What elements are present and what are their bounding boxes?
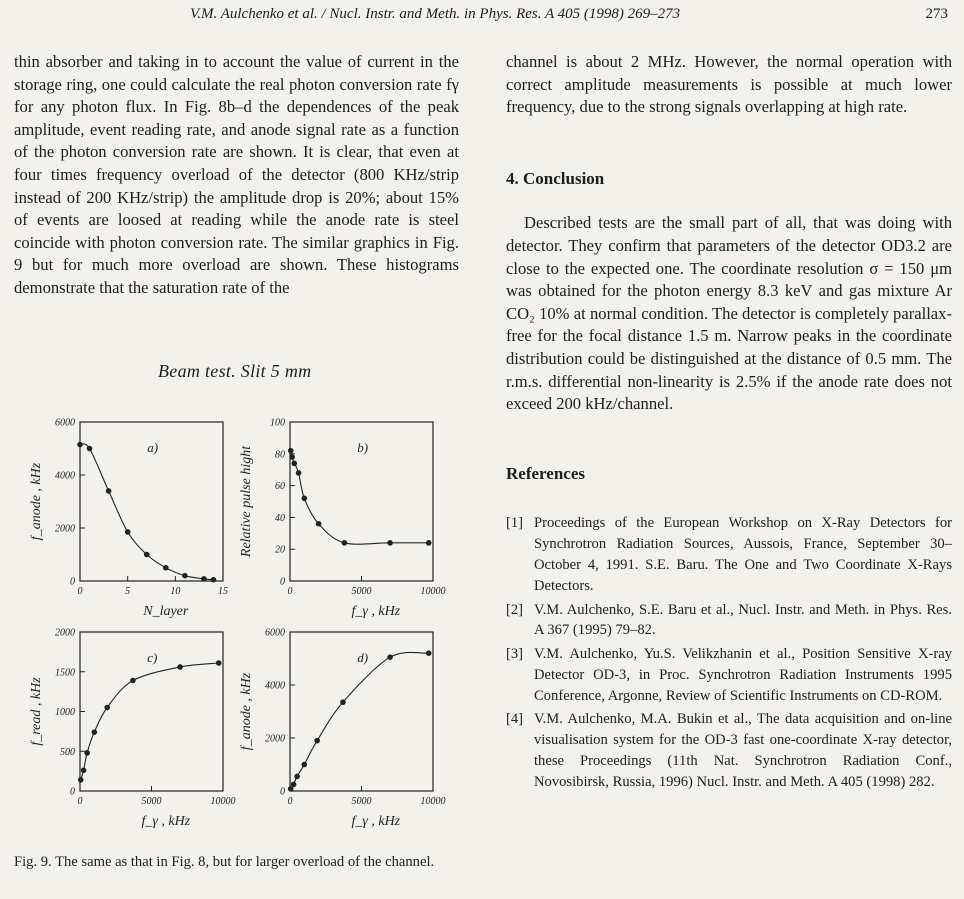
- y-axis-label: Relative pulse hight: [239, 445, 254, 558]
- reference-item: [506, 644, 952, 706]
- reference-text: V.M. Aulchenko, M.A. Bukin et al., The data acquisition and on-line visualisation system for the OD-3 fast one-coordinate X-ray detector, these Proceedings (11th Nat. Synchrotron Radiation Conf., Novosibirsk, Russia, 1996) Nucl. Instr. and Meth. A 405 (1998) 282.: [534, 711, 952, 790]
- data-point: [302, 496, 308, 502]
- data-point: [291, 782, 297, 788]
- data-point: [314, 738, 320, 744]
- x-tick-label: 5000: [351, 586, 372, 597]
- reference-text: Proceedings of the European Workshop on X-Ray Detectors for Synchrotron Radiation Sources, Aussois, France, September 30–October 4, 1991. S.E. Baru. The One and Two Coordinate X-Rays Detectors.: [534, 515, 952, 594]
- left-column: [14, 51, 459, 300]
- data-point: [106, 488, 112, 494]
- y-tick-label: 0: [70, 786, 75, 798]
- x-tick-label: 5000: [351, 796, 372, 807]
- y-tick-label: 40: [275, 512, 285, 524]
- y-tick-label: 100: [270, 417, 285, 429]
- x-tick-label: 10000: [210, 796, 236, 807]
- panel-label: d): [357, 650, 369, 665]
- references-list: [506, 513, 952, 792]
- y-axis-label: f_read , kHz: [29, 677, 44, 746]
- running-head: V.M. Aulchenko et al. / Nucl. Instr. and Meth. in Phys. Res. A 405 (1998) 269–273: [190, 6, 681, 22]
- y-tick-label: 6000: [55, 417, 75, 429]
- conclusion-paragraph: Described tests are the small part of all, that was doing with detector. They confirm that parameters of the detector OD3.2 are close to the expected one. The coordinate resolution σ = 150 μm was obtained for the photon energy 8.3 keV and gas mixture Ar CO₂ 10% at normal condition. The detector is completely parallax-free for the focal distance 1.5 m. Narrow peaks in the coordinate distribution could be distinguished at the distance of 0.5 mm. The r.m.s. differential non-linearity is 2.5% if the anode rate does not exceed 200 kHz/channel.: [506, 213, 952, 414]
- x-tick-label: 5000: [141, 796, 162, 807]
- y-tick-label: 80: [275, 449, 285, 461]
- data-point: [426, 540, 432, 546]
- reference-number: [2]: [506, 601, 524, 618]
- x-tick-label: 10: [170, 586, 181, 597]
- x-tick-label: 10000: [420, 796, 446, 807]
- y-tick-label: 2000: [55, 523, 75, 535]
- data-point: [144, 552, 150, 558]
- data-point: [182, 573, 188, 579]
- data-curve: [80, 444, 214, 580]
- panel-label: a): [147, 440, 159, 455]
- data-point: [125, 529, 131, 535]
- y-tick-label: 4000: [55, 470, 75, 482]
- data-point: [316, 521, 322, 527]
- data-point: [130, 678, 136, 684]
- reference-item: [506, 709, 952, 792]
- data-point: [296, 470, 302, 476]
- data-point: [294, 774, 300, 780]
- data-point: [302, 762, 308, 768]
- right-paragraph-1: channel is about 2 MHz. However, the normal operation with correct amplitude measurements is possible at much lower frequency, due to the strong signals overlapping at high rate.: [506, 52, 952, 117]
- x-tick-label: 15: [218, 586, 228, 597]
- data-curve: [81, 663, 219, 780]
- x-axis-label: f_γ , kHz: [351, 814, 401, 829]
- section-heading: 4. Conclusion: [506, 168, 605, 188]
- panel-label: c): [147, 650, 158, 665]
- y-axis-label: f_anode , kHz: [239, 672, 254, 751]
- data-point: [104, 705, 110, 711]
- y-tick-label: 0: [280, 786, 285, 798]
- reference-number: [4]: [506, 711, 524, 728]
- data-point: [77, 442, 83, 448]
- data-point: [291, 461, 297, 467]
- data-point: [78, 777, 84, 783]
- y-axis-label: f_anode , kHz: [29, 462, 44, 541]
- data-point: [87, 446, 93, 452]
- data-point: [426, 650, 432, 656]
- right-column: [506, 51, 952, 796]
- data-point: [211, 577, 217, 583]
- page-number: 273: [925, 6, 948, 22]
- y-tick-label: 20: [275, 544, 285, 556]
- data-point: [387, 654, 393, 660]
- x-tick-label: 0: [77, 796, 83, 807]
- figure-9: [0, 395, 470, 865]
- x-axis-label: N_layer: [143, 604, 189, 619]
- y-tick-label: 1000: [55, 707, 75, 718]
- y-tick-label: 60: [275, 481, 285, 493]
- reference-text: V.M. Aulchenko, S.E. Baru et al., Nucl. Instr. and Meth. in Phys. Res. A 367 (1995) 79–82.: [534, 601, 952, 639]
- references-heading: References: [506, 463, 585, 483]
- x-tick-label: 0: [77, 586, 83, 597]
- data-point: [177, 664, 183, 670]
- data-point: [340, 699, 346, 705]
- data-point: [342, 540, 348, 546]
- y-tick-label: 1500: [55, 667, 75, 679]
- data-curve: [291, 451, 429, 545]
- data-point: [216, 660, 222, 666]
- reference-item: [506, 600, 952, 642]
- x-axis-label: f_γ , kHz: [141, 814, 191, 829]
- y-tick-label: 500: [60, 746, 75, 758]
- data-point: [288, 448, 294, 454]
- data-curve: [291, 652, 429, 789]
- x-tick-label: 10000: [420, 586, 446, 597]
- data-point: [201, 576, 207, 582]
- y-tick-label: 0: [70, 576, 75, 588]
- data-point: [387, 540, 393, 546]
- y-tick-label: 2000: [55, 627, 75, 639]
- y-tick-label: 2000: [265, 733, 285, 745]
- running-header: [0, 6, 964, 28]
- x-axis-label: f_γ , kHz: [351, 604, 401, 619]
- y-tick-label: 6000: [265, 627, 285, 639]
- x-tick-label: 5: [125, 586, 131, 597]
- reference-number: [1]: [506, 515, 524, 532]
- reference-text: V.M. Aulchenko, Yu.S. Velikzhanin et al., Position Sensitive X-ray Detector OD-3, in Proc. Synchrotron Radiation Instruments 1995 Conference, Argonne, Review of Scientific Instruments on CD-ROM.: [534, 646, 952, 704]
- left-paragraph: thin absorber and taking in to account the value of current in the storage ring, one could calculate the real photon conversion rate fγ for any photon flux. In Fig. 8b–d the dependences of the peak amplitude, event reading rate, and anode signal rate as a function of the photon conversion rate are shown. It is clear, that even at four times frequency overload of the detector (800 KHz/strip instead of 200 KHz/strip) the amplitude drop is 20%; about 15% of events are loosed at reading while the anode rate is steel coincide with photon conversion rate. The similar graphics in Fig. 9 but for much more overload are shown. These histograms demonstrate that the saturation rate of the: [14, 52, 459, 297]
- panel-label: b): [357, 440, 369, 455]
- y-tick-label: 0: [280, 576, 285, 588]
- x-tick-label: 0: [287, 796, 293, 807]
- figure-title: Beam test. Slit 5 mm: [158, 361, 312, 381]
- data-point: [163, 565, 169, 571]
- y-tick-label: 4000: [265, 680, 285, 692]
- x-tick-label: 0: [287, 586, 293, 597]
- data-point: [81, 768, 87, 774]
- reference-item: [506, 513, 952, 596]
- reference-number: [3]: [506, 646, 524, 663]
- figure-caption: Fig. 9. The same as that in Fig. 8, but for larger overload of the channel.: [14, 854, 435, 870]
- data-point: [289, 454, 295, 460]
- data-point: [84, 750, 90, 756]
- data-point: [92, 729, 98, 735]
